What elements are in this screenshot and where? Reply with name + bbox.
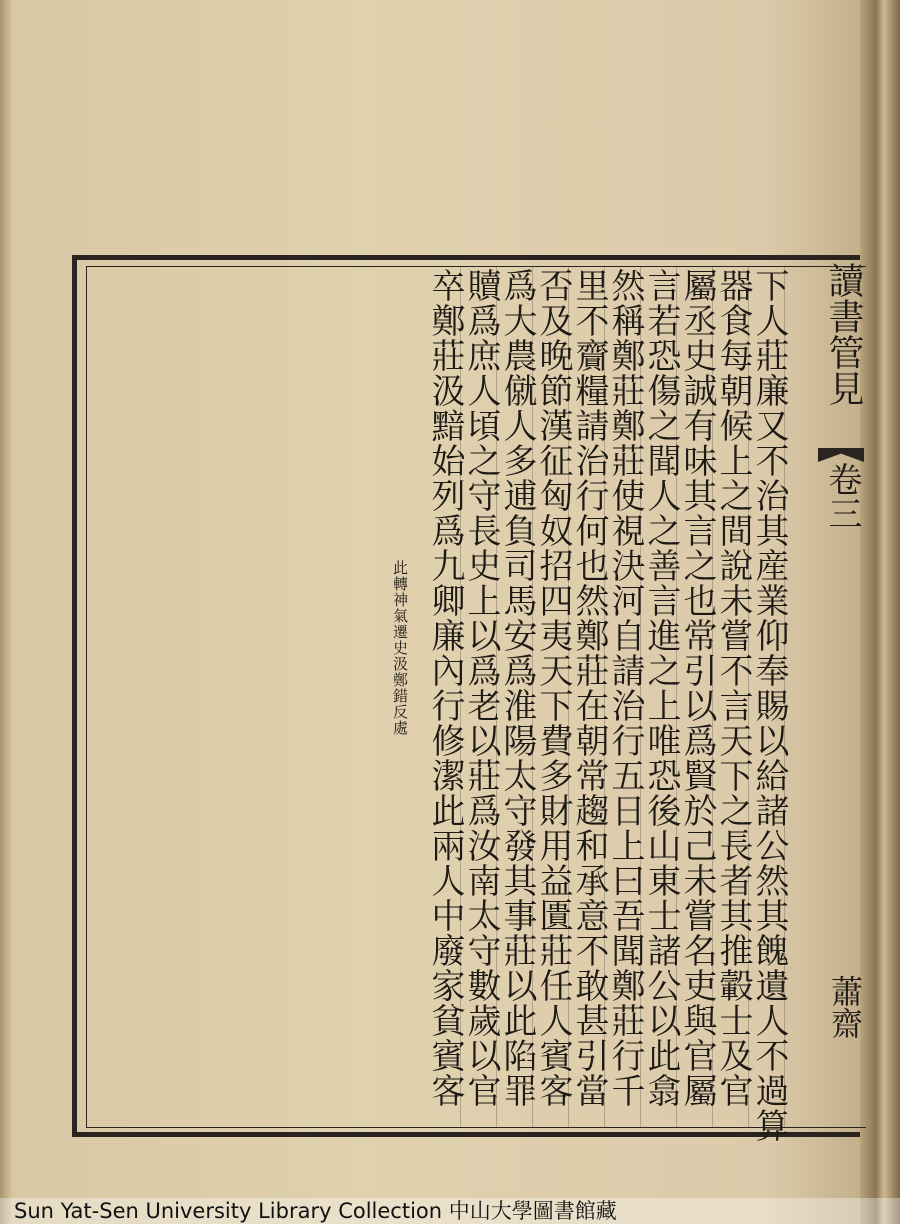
text-column-6: 里不齎糧請治行何也然鄭莊在朝常趨和承意不敢甚引當 — [569, 268, 609, 1108]
text-column-5: 然稱鄭莊鄭莊使視決河自請治行五日上曰吾聞鄭莊行千 — [605, 268, 645, 1108]
text-column-1: 下人莊廉又不治其産業仰奉賜以給諸公然其餽遺人不過算 — [749, 268, 789, 1143]
text-column-3: 屬丞史誠有味其言之也常引以爲賢於己未嘗名吏與官屬 — [677, 268, 717, 1108]
text-column-2: 器食每朝候上之間說未嘗不言天下之長者其推轂士及官 — [713, 268, 753, 1108]
book-spine — [860, 0, 900, 1224]
banxin-title: 讀書管見 — [823, 262, 864, 406]
text-column-4: 言若恐傷之聞人之善言進之上唯恐後山東士諸公以此翕 — [641, 268, 681, 1108]
library-collection-footer: Sun Yat-Sen University Library Collection 中山大學圖書館藏 — [0, 1198, 900, 1224]
interlinear-note: 此轉神氣遷史汲鄭錯反處 — [391, 560, 409, 736]
text-column-10: 卒鄭莊汲黯始列爲九卿廉內行修潔此兩人中廢家貧賓客 — [425, 268, 465, 1108]
text-column-8: 爲大農僦人多逋負司馬安爲淮陽太守發其事莊以此陷罪 — [497, 268, 537, 1108]
page-left-edge — [0, 0, 12, 1224]
text-column-9: 贖爲庶人頃之守長史上以爲老以莊爲汝南太守數歲以官 — [461, 268, 501, 1108]
banxin-studio: 蕭齋 — [826, 975, 864, 1039]
banxin-juan: 卷三 — [822, 462, 862, 530]
text-column-7: 否及晚節漢征匈奴招四夷天下費多財用益匱莊任人賓客 — [533, 268, 573, 1108]
